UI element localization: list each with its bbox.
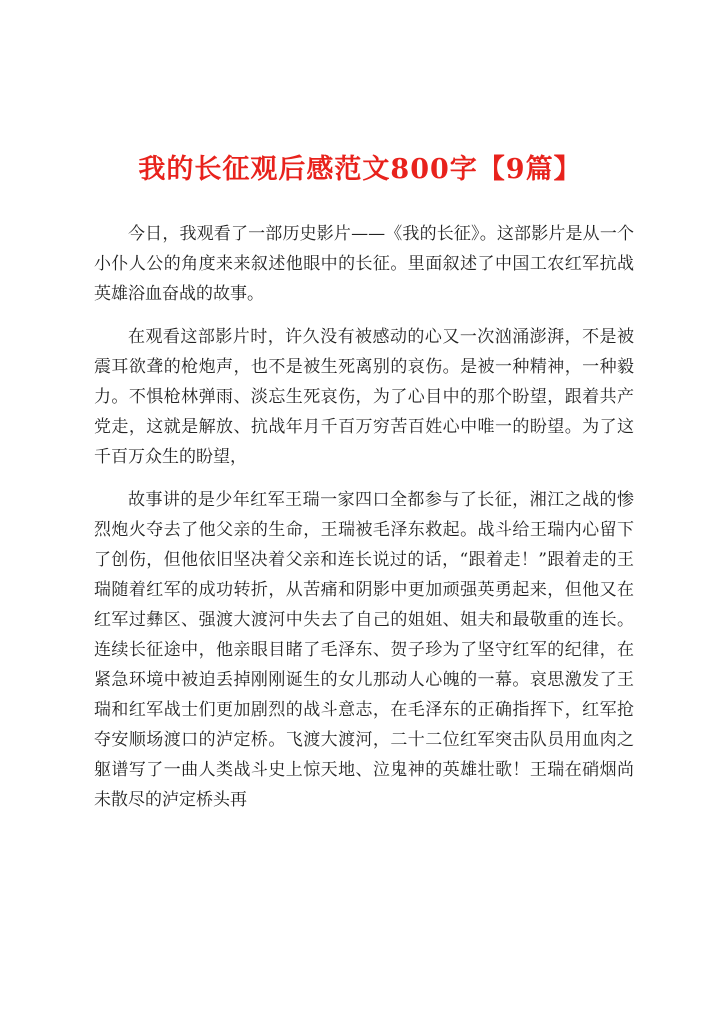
paragraph-3: 故事讲的是少年红军王瑞一家四口全都参与了长征，湘江之战的惨烈炮火夺去了他父亲的生命，王瑞被毛泽东救起。战斗给王瑞内心留下了创伤，但他依旧坚决着父亲和连长说过的话，“跟着走！”跟着走的王瑞随着红军的成功转折，从苦痛和阴影中更加顽强英勇起来，但他又在红军过彝区、强渡大渡河中失去了自己的姐姐、姐夫和最敬重的连长。连续长征途中，他亲眼目睹了毛泽东、贺子珍为了坚守红军的纪律，在紧急环境中被迫丢掉刚刚诞生的女儿那动人心魄的一幕。哀思激发了王瑞和红军战士们更加剧烈的战斗意志，在毛泽东的正确指挥下，红军抢夺安顺场渡口的泸定桥。飞渡大渡河，二十二位红军突击队员用血肉之躯谱写了一曲人类战斗史上惊天地、泣鬼神的英雄壮歌！王瑞在硝烟尚未散尽的泸定桥头再: [94, 490, 634, 810]
paragraph-2: 在观看这部影片时，许久没有被感动的心又一次汹涌澎湃，不是被震耳欲聋的枪炮声，也不是被生死离别的哀伤。是被一种精神，一种毅力。不惧枪林弹雨、淡忘生死哀伤，为了心目中的那个盼望，跟着共产党走，这就是解放、抗战年月千百万穷苦百姓心中唯一的盼望。为了这千百万众生的盼望，: [94, 327, 634, 467]
document-title: 我的长征观后感范文800字【9篇】: [138, 154, 582, 185]
document-body: [94, 219, 634, 828]
paragraph-1: 今日，我观看了一部历史影片——《我的长征》。这部影片是从一个小仆人公的角度来来叙述他眼中的长征。里面叙述了中国工农红军抗战英雄浴血奋战的故事。: [94, 224, 634, 304]
